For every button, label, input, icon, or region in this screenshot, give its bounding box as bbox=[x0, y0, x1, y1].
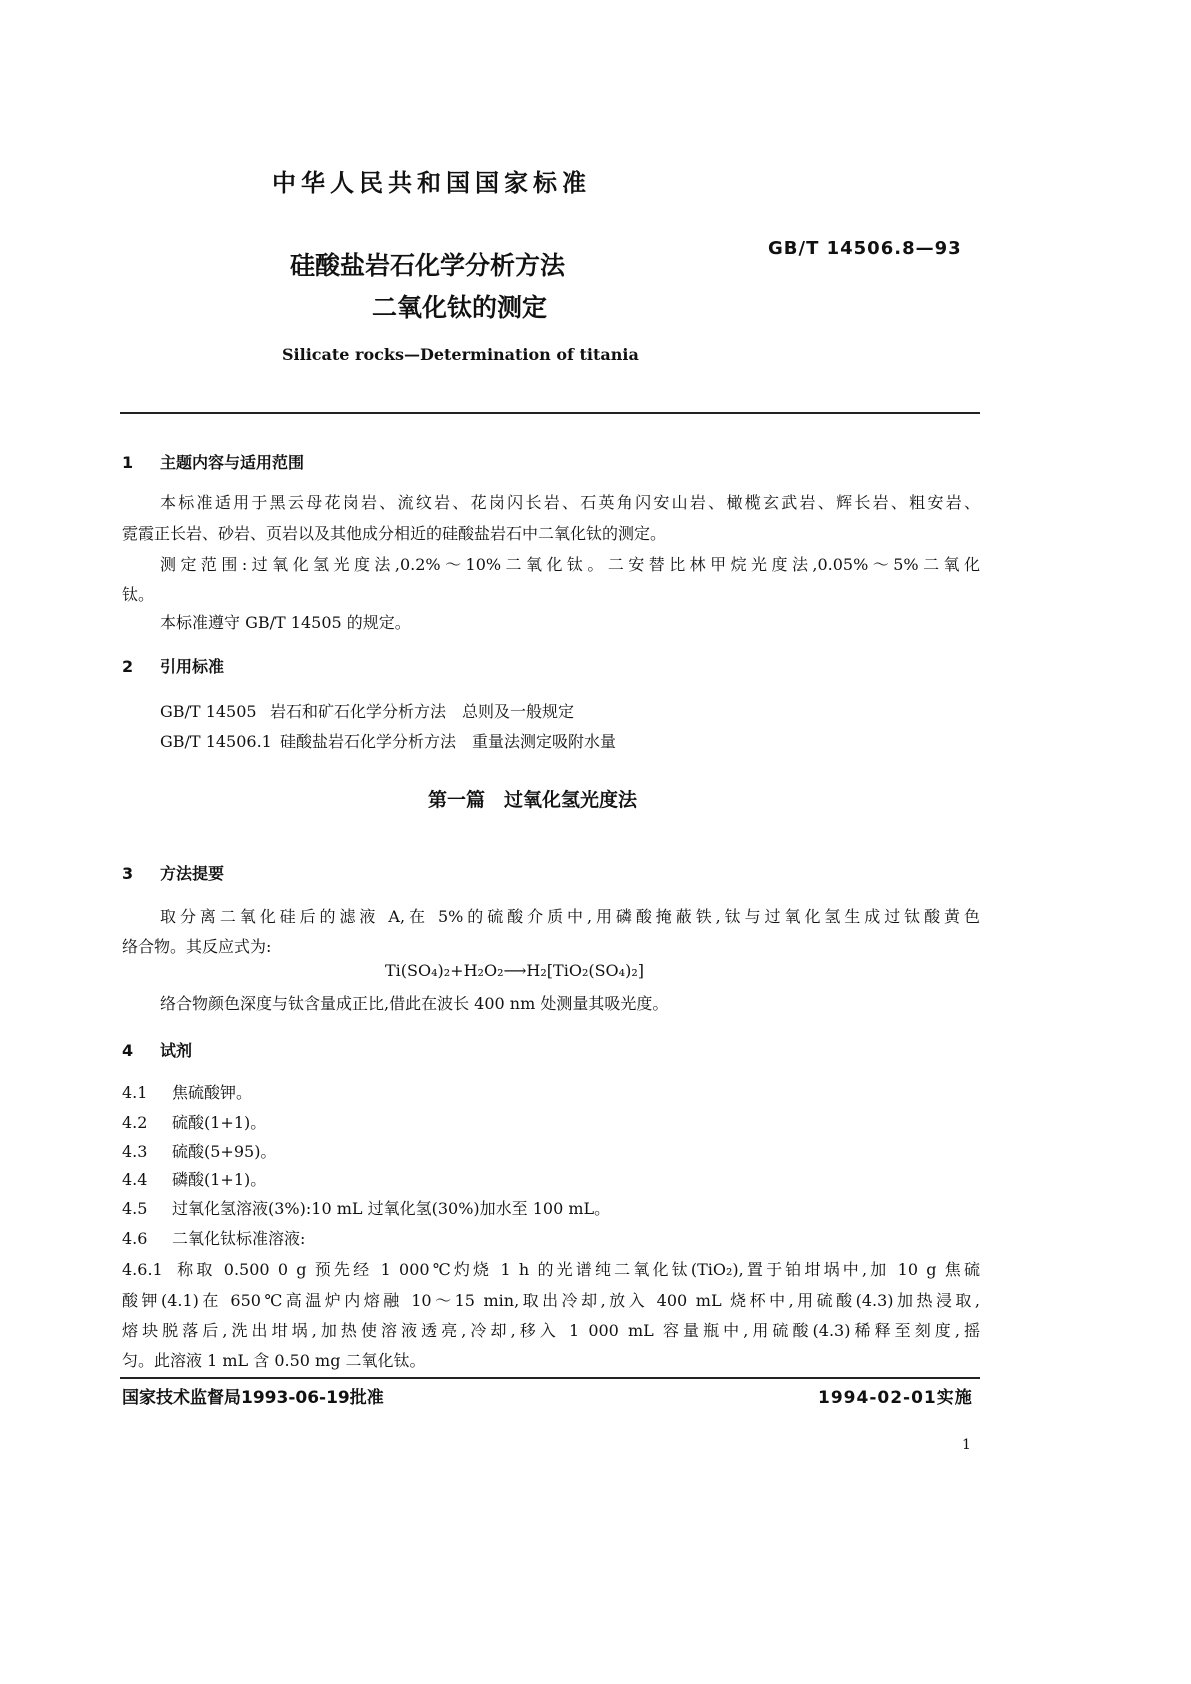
effective-date: 1994-02-01实施 bbox=[818, 1388, 973, 1408]
item-461-l1 bbox=[122, 1257, 980, 1280]
title-english: Silicate rocks—Determination of titania bbox=[282, 345, 639, 364]
s1-p2-l1: 测定范围:过氧化氢光度法,0.2%～10%二氧化钛。二安替比林甲烷光度法,0.05%～5%二氧化 bbox=[160, 555, 980, 574]
item-461-l4: 匀。此溶液 1 mL 含 0.50 mg 二氧化钛。 bbox=[122, 1351, 426, 1370]
title-line-1: 硅酸盐岩石化学分析方法 bbox=[290, 251, 566, 280]
footer-rule bbox=[120, 1377, 980, 1379]
reference-code: GB/T 14505 bbox=[160, 702, 257, 721]
reference-item bbox=[160, 729, 1018, 752]
section-3-heading bbox=[122, 861, 980, 884]
page-number: 1 bbox=[962, 1437, 971, 1453]
header-rule bbox=[120, 412, 980, 414]
section-number: 2 bbox=[122, 657, 134, 676]
item-text: 称取 0.500 0 g 预先经 1 000℃灼烧 1 h 的光谱纯二氧化钛(TiO₂),置于铂坩埚中,加 10 g 焦硫 bbox=[174, 1260, 980, 1279]
item-number: 4.2 bbox=[122, 1113, 148, 1132]
item-number: 4.6 bbox=[122, 1229, 148, 1248]
section-4-heading bbox=[122, 1038, 980, 1061]
title-line-2: 二氧化钛的测定 bbox=[372, 293, 548, 322]
section-number: 4 bbox=[122, 1041, 134, 1060]
s1-p2-l2: 钛。 bbox=[122, 585, 155, 604]
item-number: 4.5 bbox=[122, 1199, 148, 1218]
standard-code: GB/T 14506.8—93 bbox=[768, 238, 962, 259]
reference-title: 岩石和矿石化学分析方法 总则及一般规定 bbox=[270, 702, 575, 721]
s3-p1-l2: 络合物。其反应式为: bbox=[122, 937, 272, 956]
section-1-heading bbox=[122, 450, 980, 473]
reference-code: GB/T 14506.1 bbox=[160, 732, 272, 751]
section-title: 主题内容与适用范围 bbox=[160, 453, 305, 472]
item-text: 过氧化氢溶液(3%):10 mL 过氧化氢(30%)加水至 100 mL。 bbox=[172, 1199, 611, 1218]
item-number: 4.6.1 bbox=[122, 1260, 163, 1279]
section-title: 引用标准 bbox=[160, 657, 225, 676]
national-standard-label: 中华人民共和国国家标准 bbox=[272, 169, 591, 197]
s3-p2: 络合物颜色深度与钛含量成正比,借此在波长 400 nm 处测量其吸光度。 bbox=[160, 994, 669, 1013]
reference-item bbox=[160, 699, 1018, 722]
s1-p1-l1: 本标准适用于黑云母花岗岩、流纹岩、花岗闪长岩、石英角闪安山岩、橄榄玄武岩、辉长岩、粗安岩、 bbox=[160, 493, 980, 512]
item-text: 硫酸(5+95)。 bbox=[172, 1142, 277, 1161]
section-number: 3 bbox=[122, 864, 134, 883]
reagent-item bbox=[122, 1196, 980, 1219]
part-1-title: 第一篇 过氧化氢光度法 bbox=[428, 789, 638, 811]
item-number: 4.1 bbox=[122, 1083, 148, 1102]
item-461-l2: 酸钾(4.1)在 650℃高温炉内熔融 10～15 min,取出冷却,放入 400 mL 烧杯中,用硫酸(4.3)加热浸取, bbox=[122, 1291, 980, 1310]
reagent-item bbox=[122, 1080, 980, 1103]
item-number: 4.4 bbox=[122, 1170, 148, 1189]
reagent-item bbox=[122, 1110, 980, 1133]
reagent-item bbox=[122, 1167, 980, 1190]
section-2-heading bbox=[122, 654, 980, 677]
item-number: 4.3 bbox=[122, 1142, 148, 1161]
s1-p1-l2: 霓霞正长岩、砂岩、页岩以及其他成分相近的硅酸盐岩石中二氧化钛的测定。 bbox=[122, 524, 667, 543]
reference-title: 硅酸盐岩石化学分析方法 重量法测定吸附水量 bbox=[280, 732, 617, 751]
item-text: 磷酸(1+1)。 bbox=[172, 1170, 267, 1189]
item-text: 硫酸(1+1)。 bbox=[172, 1113, 267, 1132]
approval-date: 国家技术监督局1993-06-19批准 bbox=[122, 1388, 384, 1408]
s3-p1-l1: 取分离二氧化硅后的滤液 A,在 5%的硫酸介质中,用磷酸掩蔽铁,钛与过氧化氢生成过钛酸黄色 bbox=[160, 907, 980, 926]
item-text: 焦硫酸钾。 bbox=[172, 1083, 253, 1102]
reagent-item bbox=[122, 1139, 980, 1162]
section-number: 1 bbox=[122, 453, 134, 472]
item-461-l3: 熔块脱落后,洗出坩埚,加热使溶液透亮,冷却,移入 1 000 mL 容量瓶中,用硫酸(4.3)稀释至刻度,摇 bbox=[122, 1321, 980, 1340]
item-text: 二氧化钛标准溶液: bbox=[172, 1229, 306, 1248]
reaction-formula: Ti(SO₄)₂+H₂O₂⟶H₂[TiO₂(SO₄)₂] bbox=[385, 961, 644, 980]
s1-p3: 本标准遵守 GB/T 14505 的规定。 bbox=[160, 613, 411, 632]
section-title: 试剂 bbox=[160, 1041, 193, 1060]
section-title: 方法提要 bbox=[160, 864, 225, 883]
reagent-item bbox=[122, 1226, 980, 1249]
